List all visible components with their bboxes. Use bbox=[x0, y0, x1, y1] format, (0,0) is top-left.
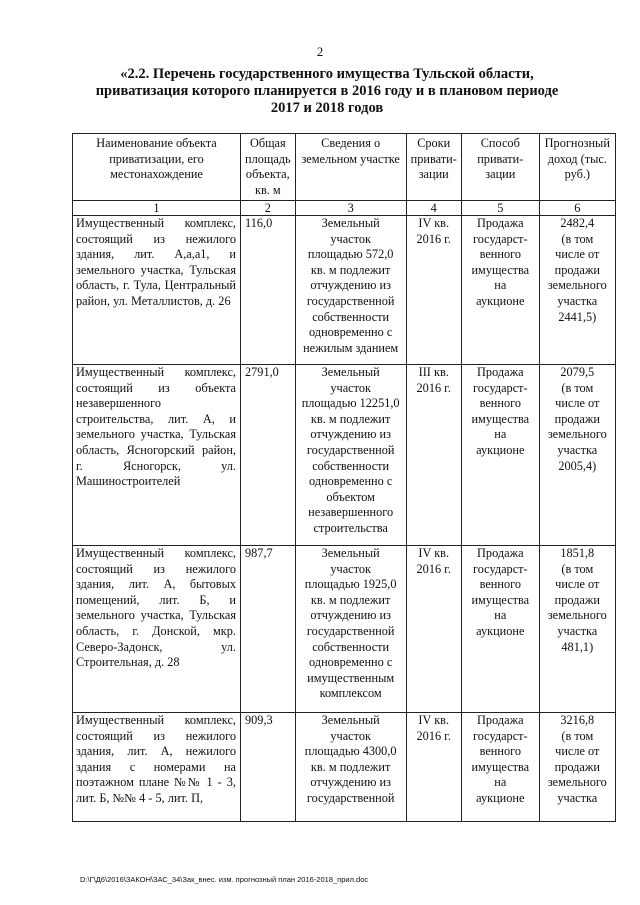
column-number-row bbox=[73, 201, 616, 216]
income-cell: 2079,5 (в том числе от продажи земельного участка 2005,4) bbox=[539, 365, 615, 546]
header-method: Способ привати-зации bbox=[461, 134, 539, 201]
area-cell: 987,7 bbox=[241, 546, 296, 713]
term-cell: IV кв. 2016 г. bbox=[406, 713, 461, 822]
area-cell: 909,3 bbox=[241, 713, 296, 822]
header-object-name: Наименование объекта приватизации, его местонахождение bbox=[73, 134, 241, 201]
area-cell: 2791,0 bbox=[241, 365, 296, 546]
object-name-cell: Имущественный комплекс, состоящий из нежилого здания, лит. А, нежилого здания с номерами на поэтажном плане №№ 1 - 3, лит. Б, №№ 4 - 5, лит. П, bbox=[73, 713, 241, 822]
privatization-table bbox=[72, 133, 616, 822]
file-path-footer: D:\Г\Д6\2016\ЗАКОН\ЗАС_34\Зак_внес. изм. прогнозный план 2016-2018_прил.doc bbox=[80, 875, 369, 884]
land-cell: Земельный участок площадью 4300,0 кв. м подлежит отчуждению из государственной bbox=[295, 713, 406, 822]
method-cell: Продажа государст- венного имущества на аукционе bbox=[461, 713, 539, 822]
method-cell: Продажа государст- венного имущества на аукционе bbox=[461, 546, 539, 713]
column-number: 6 bbox=[539, 201, 615, 216]
method-cell: Продажа государст- венного имущества на аукционе bbox=[461, 365, 539, 546]
term-cell: III кв. 2016 г. bbox=[406, 365, 461, 546]
object-name-cell: Имущественный комплекс, состоящий из объекта незавершенного строительства, лит. А, и земельного участка, Тульская область, Ясногорский район, г. Ясногорск, ул. Машиностроителей bbox=[73, 365, 241, 546]
income-cell: 2482,4 (в том числе от продажи земельного участка 2441,5) bbox=[539, 216, 615, 365]
header-term: Сроки привати-зации bbox=[406, 134, 461, 201]
land-cell: Земельный участок площадью 572,0 кв. м подлежит отчуждению из государственной собственности одновременно с нежилым зданием bbox=[295, 216, 406, 365]
table-header-row bbox=[73, 134, 616, 201]
method-cell: Продажа государст- венного имущества на аукционе bbox=[461, 216, 539, 365]
header-area: Общая площадь объекта, кв. м bbox=[241, 134, 296, 201]
term-cell: IV кв. 2016 г. bbox=[406, 216, 461, 365]
column-number: 3 bbox=[295, 201, 406, 216]
land-cell: Земельный участок площадью 1925,0 кв. м подлежит отчуждению из государственной собственности одновременно с имущественным комплексом bbox=[295, 546, 406, 713]
area-cell: 116,0 bbox=[241, 216, 296, 365]
income-cell: 3216,8 (в том числе от продажи земельного участка bbox=[539, 713, 615, 822]
page-number: 2 bbox=[316, 44, 324, 59]
header-income: Прогнозный доход (тыс. руб.) bbox=[539, 134, 615, 201]
income-cell: 1851,8 (в том числе от продажи земельного участка 481,1) bbox=[539, 546, 615, 713]
header-land: Сведения о земельном участке bbox=[295, 134, 406, 201]
table-row bbox=[73, 365, 616, 546]
table-row bbox=[73, 546, 616, 713]
object-name-cell: Имущественный комплекс, состоящий из нежилого здания, лит. А, бытовых помещений, лит. Б, и земельного участка, Тульская область, г. Донской, мкр. Северо-Задонск, ул. Строительная, д. 28 bbox=[73, 546, 241, 713]
document-title: «2.2. Перечень государственного имущества Тульской области, приватизация которого планируется в 2016 году и в плановом периоде 2017 и 2018 годов bbox=[95, 66, 559, 116]
table-row bbox=[73, 216, 616, 365]
term-cell: IV кв. 2016 г. bbox=[406, 546, 461, 713]
land-cell: Земельный участок площадью 12251,0 кв. м подлежит отчуждению из государственной собственности одновременно с объектом незавершенного строительства bbox=[295, 365, 406, 546]
object-name-cell: Имущественный комплекс, состоящий из нежилого здания, лит. А,а,а1, и земельного участка, Тульская область, г. Тула, Центральный район, ул. Металлистов, д. 26 bbox=[73, 216, 241, 365]
table-row bbox=[73, 713, 616, 822]
column-number: 2 bbox=[241, 201, 296, 216]
column-number: 5 bbox=[461, 201, 539, 216]
column-number: 4 bbox=[406, 201, 461, 216]
column-number: 1 bbox=[73, 201, 241, 216]
